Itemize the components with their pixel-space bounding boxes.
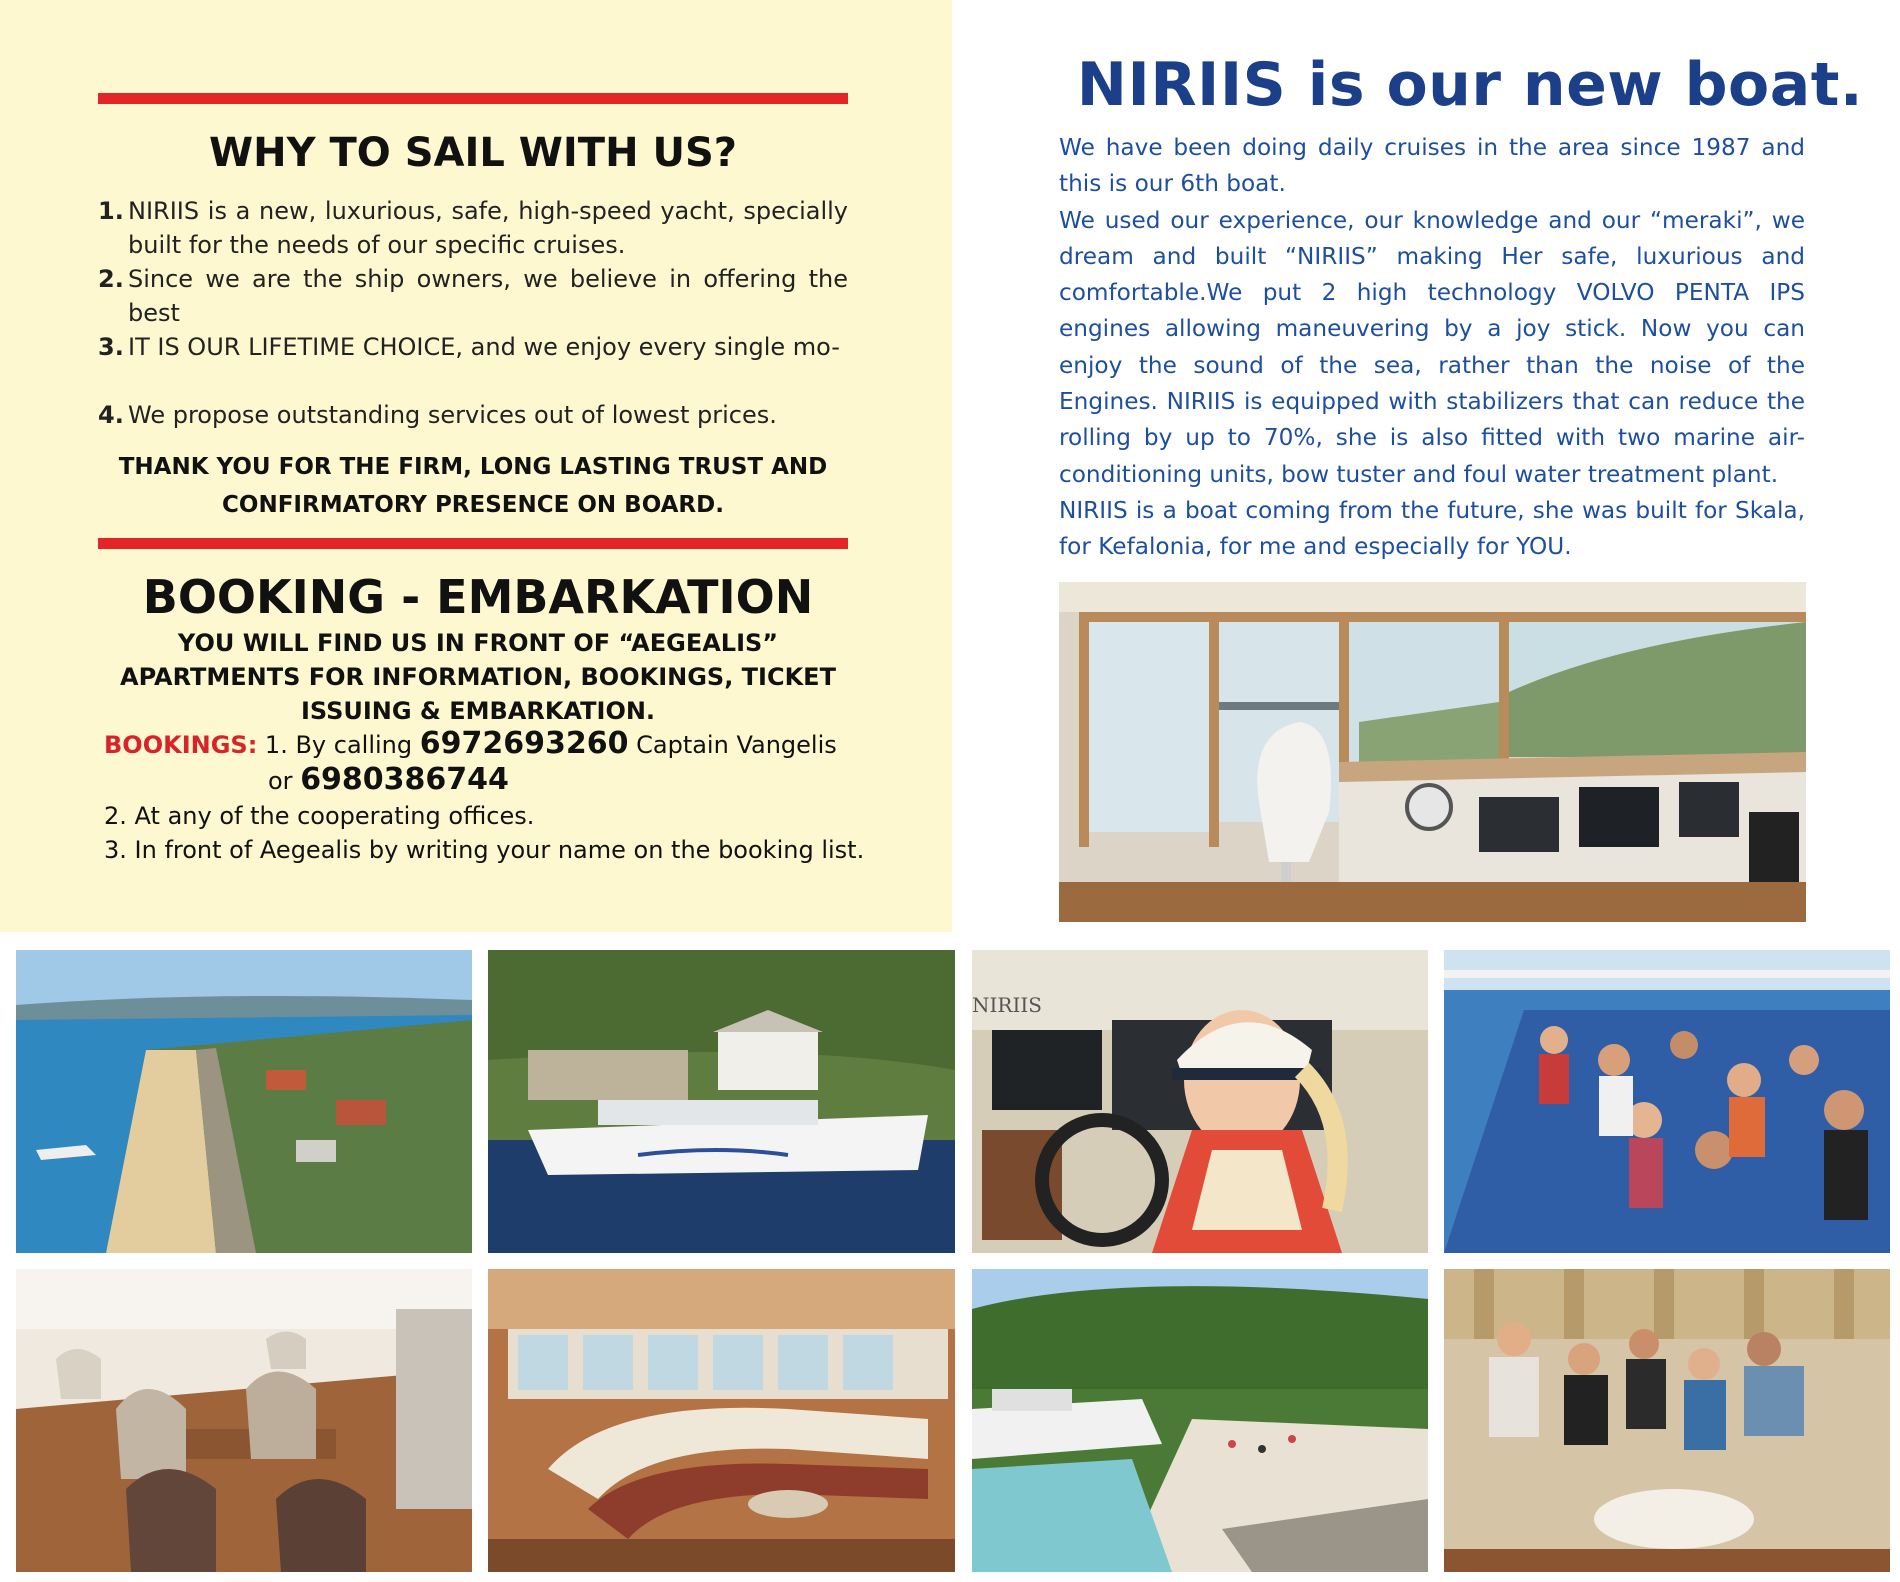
- boat-description: [1059, 130, 1805, 566]
- beach-aerial-photo: [16, 950, 472, 1253]
- item-text: Since we are the ship owners, we believe in offering the best: [128, 265, 848, 327]
- item-text: We propose outstanding services out of lowest prices.: [128, 401, 777, 429]
- item-number: 4.: [98, 401, 124, 429]
- deck-tables-photo: [16, 1269, 472, 1572]
- booking-phone-line-2: [268, 762, 509, 797]
- booking-location-note: YOU WILL FIND US IN FRONT OF “AEGEALIS” APARTMENTS FOR INFORMATION, BOOKINGS, TICKET ISSUING & EMBARKATION.: [120, 629, 836, 725]
- boat-paragraph: We have been doing daily cruises in the area since 1987 and this is our 6th boat.: [1059, 134, 1805, 198]
- item-text: NIRIIS is a new, luxurious, safe, high-speed yacht, specially built for the needs of our specific cruises.: [128, 197, 848, 259]
- bookings-label: BOOKINGS:: [104, 731, 258, 759]
- booking-offices-line: 2. At any of the cooperating offices.: [104, 802, 535, 830]
- why-sail-title: WHY TO SAIL WITH US?: [209, 130, 737, 176]
- booking-title: BOOKING - EMBARKATION: [142, 570, 814, 624]
- boat-paragraph: NIRIIS is a boat coming from the future, she was built for Skala, for Kefalonia, for me and especially for YOU.: [1059, 496, 1805, 561]
- child-captain-photo: [972, 950, 1428, 1253]
- item-number: 3.: [98, 333, 124, 361]
- booking-phone-line: [104, 726, 837, 761]
- bridge-photo: [1059, 582, 1806, 922]
- harbour-boat-photo: [488, 950, 955, 1253]
- item-number: 2.: [98, 265, 124, 293]
- booking-list-line: 3. In front of Aegealis by writing your name on the booking list.: [104, 836, 865, 864]
- booking-contact-name: Captain Vangelis: [628, 731, 837, 759]
- or-text: or: [268, 767, 301, 795]
- item-text: IT IS OUR LIFETIME CHOICE, and we enjoy every single mo-: [128, 333, 840, 361]
- why-sail-list: [98, 194, 848, 466]
- booking-call-prefix: 1. By calling: [257, 731, 420, 759]
- salon-guests-photo: [1444, 1269, 1890, 1572]
- list-item: [98, 262, 848, 330]
- list-item: [98, 330, 848, 398]
- list-item: [98, 194, 848, 262]
- phone-number-secondary[interactable]: 6980386744: [300, 762, 509, 797]
- thank-you-note: THANK YOU FOR THE FIRM, LONG LASTING TRUST AND CONFIRMATORY PRESENCE ON BOARD.: [118, 454, 828, 518]
- phone-number-primary[interactable]: 6972693260: [419, 726, 629, 761]
- sign-text: NIRIIS: [972, 993, 1042, 1017]
- salon-lounge-photo: [488, 1269, 955, 1572]
- passengers-deck-photo: [1444, 950, 1890, 1253]
- beach-cove-photo: [972, 1269, 1428, 1572]
- item-number: 1.: [98, 197, 124, 225]
- red-divider-bottom: [98, 538, 848, 549]
- red-divider-top: [98, 93, 848, 104]
- boat-title: NIRIIS is our new boat.: [1076, 50, 1864, 120]
- boat-paragraph: We used our experience, our knowledge and our “meraki”, we dream and built “NIRIIS” making Her safe, luxurious and comfortable.We put 2 high technology VOLVO PENTA IPS engines allowing maneuvering by a joy stick. Now you can enjoy the sound of the sea, rather than the noise of the Engines. NIRIIS is equipped with stabilizers that can reduce the rolling by up to 70%, she is also fitted with two marine air-conditioning units, bow tuster and foul water treatment plant.: [1059, 206, 1805, 488]
